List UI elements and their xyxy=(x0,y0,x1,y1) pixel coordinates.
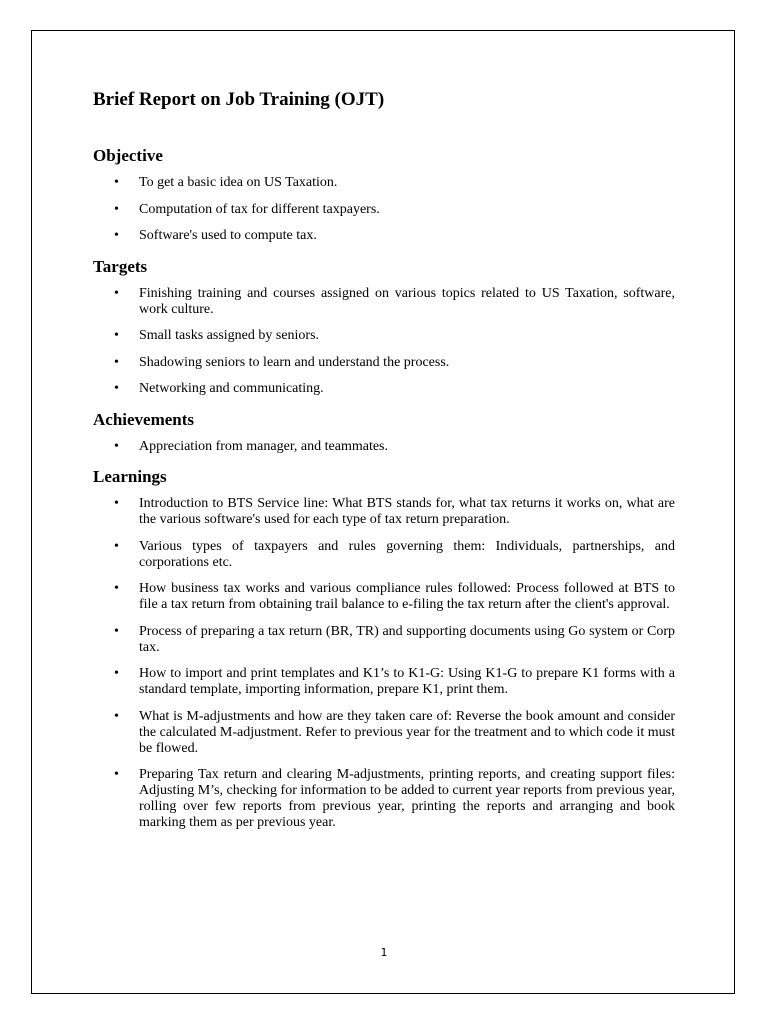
list-item-text: Computation of tax for different taxpayers. xyxy=(139,201,380,217)
list-item xyxy=(93,355,675,371)
list-item-text: Small tasks assigned by seniors. xyxy=(139,328,320,343)
list-item-text: To get a basic idea on US Taxation. xyxy=(139,175,338,190)
list-item xyxy=(93,286,675,318)
bullet-icon: • xyxy=(114,175,119,190)
bullet-icon: • xyxy=(114,381,119,396)
bullet-icon: • xyxy=(114,767,119,782)
list-item-text: Software's used to compute tax. xyxy=(139,228,317,243)
list-item xyxy=(93,228,675,244)
list-item-text: Networking and communicating. xyxy=(139,381,324,396)
section-achievements xyxy=(93,408,675,455)
list-item-text: Appreciation from manager, and teammates. xyxy=(139,438,389,454)
document-title: Brief Report on Job Training (OJT) xyxy=(93,89,385,110)
list-item-text: How to import and print templates and K1’s to K1-G: Using K1-G to prepare K1 forms with a standard template, importing information, prepare K1, print them. xyxy=(139,666,675,697)
bullet-icon: • xyxy=(114,538,119,554)
list-item xyxy=(93,666,675,698)
list-item xyxy=(93,539,675,571)
bullet-icon: • xyxy=(114,623,119,639)
section-objective xyxy=(93,144,675,244)
list-item xyxy=(93,709,675,757)
list-item xyxy=(93,624,675,656)
list-item-text: How business tax works and various compliance rules followed: Process followed at BTS to file a tax return from obtaining trail balance to e-filing the tax return after the client's approval. xyxy=(139,581,675,612)
bullet-icon: • xyxy=(114,581,119,596)
list-item-text: Process of preparing a tax return (BR, TR) and supporting documents using Go system or Corp tax. xyxy=(139,623,675,655)
section-learnings xyxy=(93,465,675,831)
bullet-icon: • xyxy=(114,285,119,301)
section-heading-achievements: Achievements xyxy=(93,409,195,429)
bullet-icon: • xyxy=(114,201,119,217)
bullet-icon: • xyxy=(114,328,119,343)
list-item-text: Shadowing seniors to learn and understand the process. xyxy=(139,354,450,370)
targets-list xyxy=(93,286,675,398)
list-item xyxy=(93,439,675,455)
section-heading-learnings: Learnings xyxy=(93,467,167,486)
list-item-text: Introduction to BTS Service line: What BTS stands for, what tax returns it works on, what are the various software's used for each type of tax return preparation. xyxy=(139,496,675,527)
section-heading-targets: Targets xyxy=(93,256,148,276)
document-body xyxy=(93,86,675,842)
list-item-text: Various types of taxpayers and rules governing them: Individuals, partnerships, and corporations etc. xyxy=(139,538,675,570)
list-item xyxy=(93,328,675,344)
learnings-list xyxy=(93,496,675,831)
bullet-icon: • xyxy=(114,354,119,370)
objective-list xyxy=(93,175,675,244)
page-number: 1 xyxy=(380,946,388,959)
bullet-icon: • xyxy=(114,496,119,511)
list-item xyxy=(93,496,675,528)
list-item xyxy=(93,381,675,397)
list-item xyxy=(93,175,675,191)
list-item xyxy=(93,202,675,218)
achievements-list xyxy=(93,439,675,455)
section-targets xyxy=(93,255,675,398)
list-item-text: Finishing training and courses assigned on various topics related to US Taxation, software, work culture. xyxy=(139,285,675,317)
list-item xyxy=(93,581,675,613)
list-item-text: What is M-adjustments and how are they taken care of: Reverse the book amount and consider the calculated M-adjustment. Refer to previous year for the treatment and to which code it must be flowed. xyxy=(139,708,675,756)
list-item-text: Preparing Tax return and clearing M-adjustments, printing reports, and creating support files: Adjusting M’s, checking for information to be added to current year reports from previous year, rolling over few reports from previous year, printing the reports and arranging and book marking them as per previous year. xyxy=(139,767,675,830)
bullet-icon: • xyxy=(114,666,119,681)
bullet-icon: • xyxy=(114,708,119,724)
section-heading-objective: Objective xyxy=(93,146,163,165)
bullet-icon: • xyxy=(114,228,119,243)
list-item xyxy=(93,767,675,831)
bullet-icon: • xyxy=(114,438,119,454)
